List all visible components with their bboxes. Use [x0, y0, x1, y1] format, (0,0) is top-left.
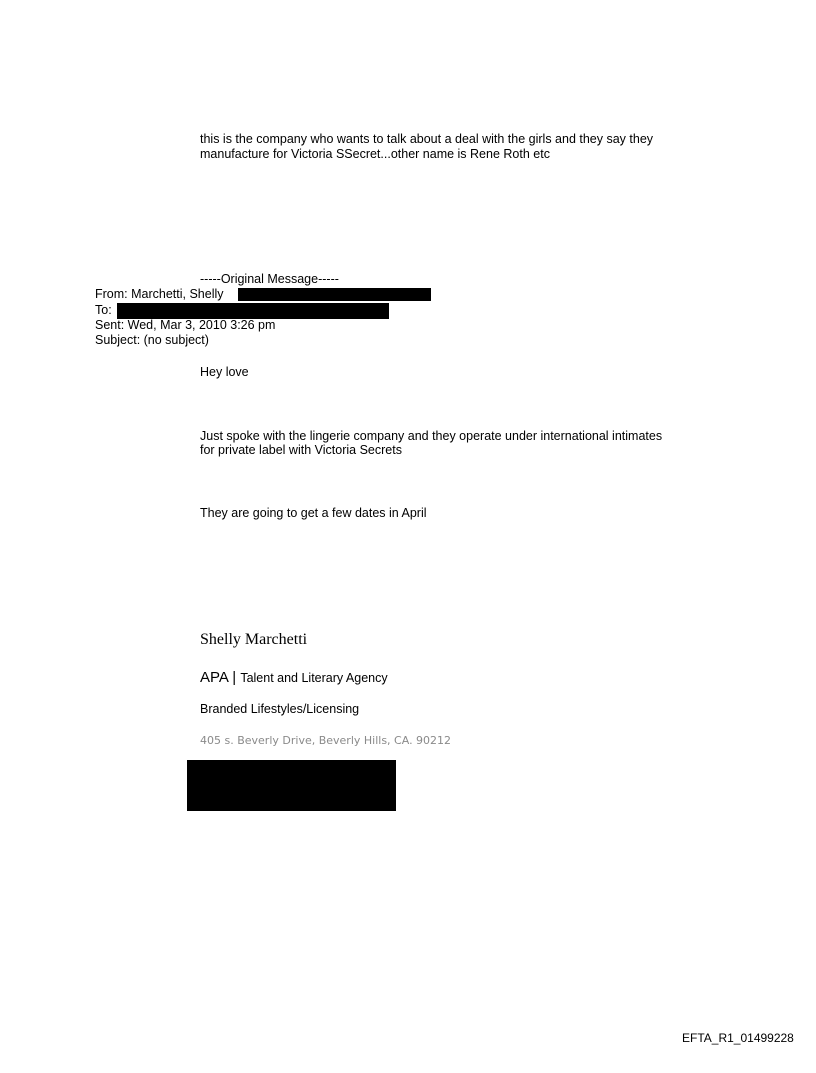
signature-agency — [200, 669, 388, 687]
message-greeting: Hey love — [200, 365, 249, 379]
message-paragraph-1-line-2: for private label with Victoria Secrets — [200, 443, 402, 457]
redaction-to-email — [117, 303, 389, 319]
redaction-from-email — [238, 288, 431, 301]
signature-address: 405 s. Beverly Drive, Beverly Hills, CA. 90212 — [200, 734, 452, 747]
signature-agency-abbr: APA — [200, 669, 229, 686]
signature-agency-separator: | — [228, 669, 241, 686]
redaction-signature-block — [187, 760, 396, 811]
from-line: From: Marchetti, Shelly — [95, 287, 224, 301]
to-line: To: — [95, 303, 112, 317]
subject-line: Subject: (no subject) — [95, 333, 209, 347]
original-message-separator: -----Original Message----- — [200, 272, 339, 286]
sent-line: Sent: Wed, Mar 3, 2010 3:26 pm — [95, 318, 276, 332]
signature-agency-name: Talent and Literary Agency — [240, 671, 388, 685]
bates-number: EFTA_R1_01499228 — [682, 1031, 794, 1045]
signature-name: Shelly Marchetti — [200, 631, 308, 648]
message-paragraph-2: They are going to get a few dates in April — [200, 506, 427, 520]
signature-division: Branded Lifestyles/Licensing — [200, 702, 360, 716]
reply-text-line-1: this is the company who wants to talk about a deal with the girls and they say they — [200, 132, 654, 146]
message-paragraph-1-line-1: Just spoke with the lingerie company and they operate under international intimates — [200, 429, 663, 443]
reply-text-line-2: manufacture for Victoria SSecret...other name is Rene Roth etc — [200, 147, 550, 161]
